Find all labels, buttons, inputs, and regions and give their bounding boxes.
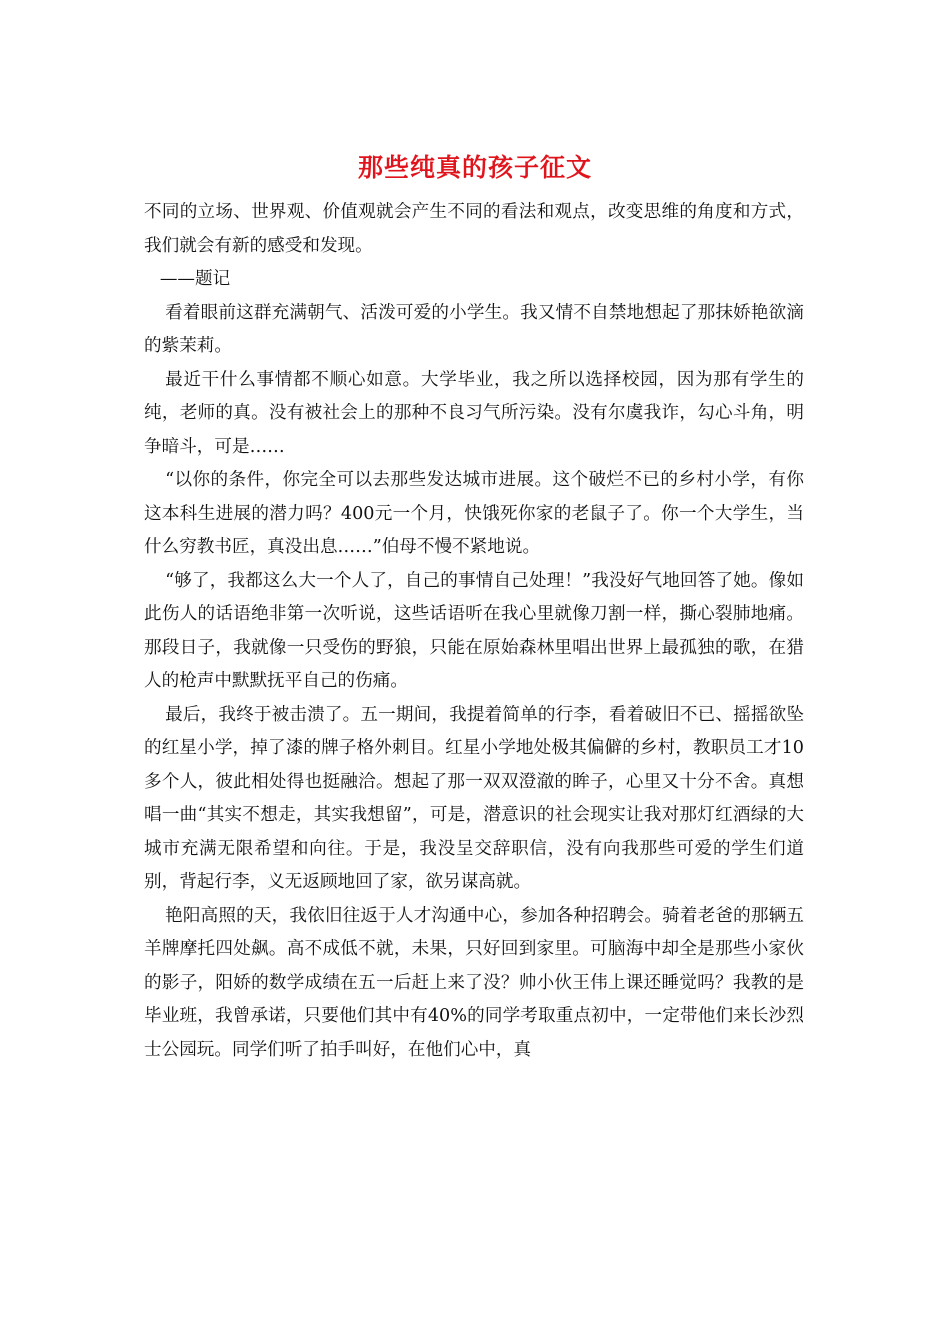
paragraph: “够了，我都这么大一个人了，自己的事情自己处理！”我没好气地回答了她。像如此伤人的话语绝非第一次听说，这些话语听在我心里就像刀割一样，撕心裂肺地痛。那段日子，我就像一只受伤的野狼，只能在原始森林里唱出世界上最孤独的歌，在猎人的枪声中默默抚平自己的伤痛。 — [144, 570, 804, 691]
paragraph: “以你的条件，你完全可以去那些发达城市进展。这个破烂不已的乡村小学，有你这本科生进展的潜力吗？400元一个月，快饿死你家的老鼠子了。你一个大学生，当什么穷教书匠，真没出息……”伯母不慢不紧地说。 — [144, 470, 804, 557]
paragraph: 最后，我终于被击溃了。五一期间，我提着简单的行李，看着破旧不已、摇摇欲坠的红星小学，掉了漆的牌子格外刺目。红星小学地处极其偏僻的乡村，教职员工才10多个人，彼此相处得也挺融洽。想起了那一双双澄澈的眸子，心里又十分不舍。真想唱一曲“其实不想走，其实我想留”，可是，潜意识的社会现实让我对那灯红酒绿的大城市充满无限希望和向往。于是，我没呈交辞职信，没有向我那些可爱的学生们道别，背起行李，义无返顾地回了家，欲另谋高就。 — [144, 704, 804, 892]
document-body — [144, 196, 804, 1067]
paragraph-epigraph-signature: ——题记 — [159, 269, 231, 289]
document-title: 那些纯真的孩子征文 — [357, 153, 592, 182]
paragraph: 最近干什么事情都不顺心如意。大学毕业，我之所以选择校园，因为那有学生的纯，老师的真。没有被社会上的那种不良习气所污染。没有尔虞我诈，勾心斗角，明争暗斗，可是…… — [144, 369, 804, 457]
paragraph: 看着眼前这群充满朝气、活泼可爱的小学生。我又情不自禁地想起了那抹娇艳欲滴的紫茉莉。 — [144, 302, 804, 356]
paragraph: 艳阳高照的天，我依旧往返于人才沟通中心，参加各种招聘会。骑着老爸的那辆五羊牌摩托四处飙。高不成低不就，未果，只好回到家里。可脑海中却全是那些小家伙的影子，阳娇的数学成绩在五一后赶上来了没？帅小伙王伟上课还睡觉吗？我教的是毕业班，我曾承诺，只要他们其中有40%的同学考取重点初中，一定带他们来长沙烈士公园玩。同学们听了拍手叫好，在他们心中，真 — [144, 905, 804, 1060]
paragraph-epigraph: 不同的立场、世界观、价值观就会产生不同的看法和观点，改变思维的角度和方式，我们就会有新的感受和发现。 — [144, 202, 804, 256]
